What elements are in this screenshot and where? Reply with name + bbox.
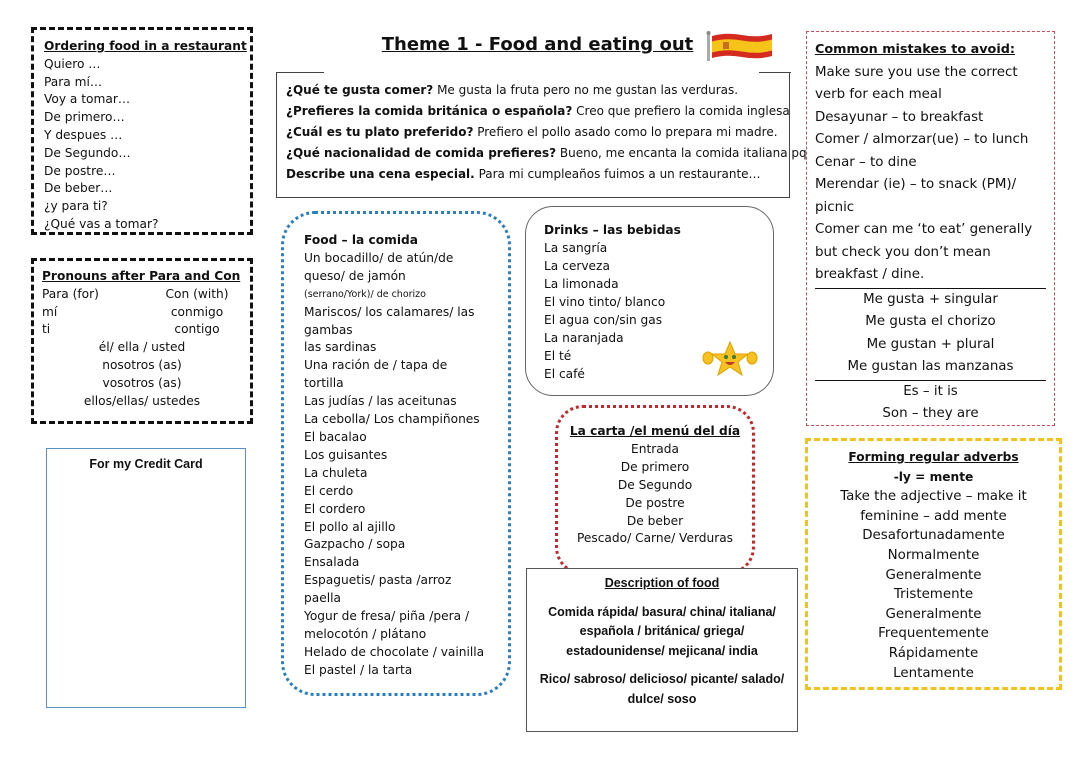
mistake-line: Make sure you use the correct: [815, 64, 1018, 80]
pronouns-heading: Pronouns after Para and Con: [42, 269, 241, 283]
question: Describe una cena especial.: [286, 167, 475, 181]
adverb-example: Frequentemente: [878, 626, 989, 642]
food-item: El pastel / la tarta: [304, 662, 413, 677]
common-mistakes-box: [806, 31, 1055, 426]
drink-item: El té: [544, 349, 572, 363]
mistakes-heading: Common mistakes to avoid:: [815, 42, 1016, 57]
carta-item: De postre: [625, 495, 685, 510]
pronouns-box: [31, 258, 253, 424]
question-row: [286, 101, 789, 122]
thumbs-up-star-icon: [702, 340, 758, 380]
con-pronoun: contigo: [174, 322, 220, 337]
gustar-line: Me gustan + plural: [866, 336, 995, 352]
shared-pronoun: ellos/ellas/ ustedes: [83, 393, 201, 408]
description-line: estadounidense/ mejicana/ india: [566, 643, 758, 658]
rule-suffix: mente: [929, 469, 974, 484]
food-item: La cebolla/ Los champiñones: [304, 412, 480, 427]
carta-item: Entrada: [631, 441, 679, 456]
border-segment: [276, 72, 324, 73]
ordering-item: De postre…: [44, 163, 116, 178]
adverbs-rule: [808, 468, 1059, 488]
food-item: El bacalao: [304, 429, 367, 444]
adverb-example: Generalmente: [885, 567, 982, 583]
description-line: española / británica/ griega/: [579, 624, 745, 638]
ordering-item: Y despues …: [44, 127, 123, 142]
mistake-line: but check you don’t mean: [815, 244, 991, 260]
food-item: gambas: [304, 322, 353, 337]
ordering-item: De primero…: [44, 110, 125, 125]
ser-line: Son – they are: [882, 406, 979, 421]
ordering-item: Voy a tomar…: [44, 92, 131, 107]
ordering-item: Quiero …: [44, 56, 101, 71]
drink-item: La cerveza: [544, 259, 610, 273]
adverbs-heading: Forming regular adverbs: [848, 450, 1019, 464]
food-item: Espaguetis/ pasta /arroz: [304, 573, 452, 588]
question: ¿Qué nacionalidad de comida prefieres?: [286, 146, 557, 160]
drinks-heading: Drinks – las bebidas: [544, 223, 681, 237]
food-item: Los guisantes: [304, 447, 388, 462]
mistake-line: verb for each meal: [815, 87, 942, 102]
description-paragraph: [527, 603, 797, 662]
description-line: dulce/ soso: [627, 691, 697, 706]
description-box: [526, 568, 798, 732]
ser-line: Es – it is: [903, 383, 958, 399]
food-item: melocotón / plátano: [304, 626, 427, 641]
mistake-line: Cenar – to dine: [815, 154, 917, 170]
drink-item: El vino tinto/ blanco: [544, 295, 666, 309]
adverb-example: Tristemente: [893, 587, 974, 603]
adverb-example: Generalmente: [885, 606, 982, 622]
page-title: Theme 1 - Food and eating out: [381, 34, 694, 55]
description-heading: Description of food: [604, 576, 720, 590]
food-item: paella: [304, 591, 341, 606]
para-pronoun: ti: [42, 322, 51, 337]
answer: Para mi cumpleaños fuimos a un restaurante…: [478, 167, 761, 181]
shared-pronoun: nosotros (as): [102, 357, 182, 372]
food-item: Una ración de / tapa de: [304, 358, 448, 373]
description-paragraph: [527, 670, 797, 709]
rule-prefix: -ly =: [893, 469, 930, 484]
food-item: El cordero: [304, 501, 366, 516]
question-row: [286, 122, 789, 143]
adverbs-explanation: Take the adjective – make it: [840, 489, 1027, 505]
food-item: El pollo al ajillo: [304, 519, 396, 534]
credit-heading: For my Credit Card: [89, 457, 203, 471]
carta-item: Pescado/ Carne/ Verduras: [576, 531, 734, 546]
con-header: Con (with): [165, 286, 229, 301]
adverb-example: Normalmente: [887, 547, 980, 563]
food-item: tortilla: [304, 376, 344, 391]
carta-item: De primero: [620, 459, 690, 474]
mistake-line: breakfast / dine.: [815, 267, 925, 282]
food-item: Mariscos/ los calamares/ las: [304, 304, 475, 319]
con-pronoun: conmigo: [170, 304, 224, 319]
pronoun-pair: [42, 321, 242, 339]
credit-card-box: [46, 448, 246, 708]
description-line: Rico/ sabroso/ delicioso/ picante/ salado/: [539, 672, 785, 686]
carta-heading: La carta /el menú del día: [569, 424, 741, 438]
food-item: Yogur de fresa/ piña /pera /: [304, 609, 470, 624]
question-row: [286, 164, 789, 185]
food-item: queso/ de jamón: [304, 268, 406, 283]
food-item: La chuleta: [304, 465, 368, 480]
question: ¿Prefieres la comida británica o española?: [286, 104, 573, 118]
ordering-item: ¿y para ti?: [44, 199, 108, 214]
question-row: [286, 80, 789, 101]
spain-flag-icon: [706, 31, 774, 61]
question: ¿Qué te gusta comer?: [286, 83, 434, 97]
adverb-example: Lentamente: [893, 665, 974, 681]
food-heading: Food – la comida: [304, 233, 418, 247]
adverb-example: Rápidamente: [888, 645, 979, 661]
drink-item: El café: [544, 367, 585, 381]
pronouns-header-row: [42, 286, 242, 304]
food-item: El cerdo: [304, 483, 354, 498]
food-item: (serrano/York)/ de chorizo: [304, 288, 426, 300]
drink-item: La sangría: [544, 241, 608, 255]
answer: Creo que prefiero la comida inglesa: [576, 104, 790, 118]
drink-item: La limonada: [544, 277, 619, 291]
question-row: [286, 143, 807, 164]
ordering-item: Para mí…: [44, 74, 103, 89]
food-item: Helado de chocolate / vainilla: [304, 644, 485, 659]
gustar-line: Me gustan las manzanas: [847, 359, 1014, 374]
mistake-line: Desayunar – to breakfast: [815, 109, 984, 125]
carta-item: De Segundo: [617, 477, 693, 492]
ordering-item: ¿Qué vas a tomar?: [44, 216, 159, 231]
drink-item: La naranjada: [544, 331, 624, 345]
para-header: Para (for): [42, 286, 99, 301]
carta-item: De beber: [626, 513, 684, 528]
food-item: Un bocadillo/ de atún/de: [304, 250, 454, 265]
mistake-line: Comer / almorzar(ue) – to lunch: [815, 132, 1029, 147]
ordering-item: De Segundo…: [44, 145, 131, 160]
ordering-item: De beber…: [44, 181, 113, 196]
shared-pronoun: él/ ella / usted: [98, 340, 186, 355]
border-segment: [759, 72, 791, 73]
mistake-line: Comer can me ‘to eat’ generally: [815, 222, 1033, 237]
carta-box: [555, 405, 755, 575]
answer: Bueno, me encanta la comida italiana pq: [559, 146, 807, 160]
questions-box: [276, 72, 807, 198]
gustar-line: Me gusta + singular: [863, 291, 998, 307]
gustar-line: Me gusta el chorizo: [865, 314, 996, 329]
pronoun-pair: [42, 304, 242, 322]
mistake-line: Merendar (ie) – to snack (PM)/: [815, 177, 1017, 192]
adverb-example: Desafortunadamente: [862, 528, 1005, 544]
answer: Prefiero el pollo asado como lo prepara mi madre.: [477, 125, 778, 139]
food-item: Gazpacho / sopa: [304, 537, 406, 552]
answer: Me gusta la fruta pero no me gustan las verduras.: [437, 83, 739, 97]
food-box: [281, 211, 511, 696]
para-pronoun: mí: [42, 304, 58, 319]
food-item: las sardinas: [304, 340, 377, 355]
drink-item: El agua con/sin gas: [544, 313, 663, 327]
ordering-heading: Ordering food in a restaurant: [44, 39, 247, 53]
question: ¿Cuál es tu plato preferido?: [286, 125, 474, 139]
adverbs-explanation: feminine – add mente: [860, 508, 1007, 524]
shared-pronoun: vosotros (as): [102, 375, 182, 390]
mistake-line: picnic: [815, 199, 855, 215]
ordering-food-box: [31, 27, 253, 235]
adverbs-box: [805, 438, 1062, 690]
food-item: Las judías / las aceitunas: [304, 394, 457, 409]
description-line: Comida rápida/ basura/ china/ italiana/: [548, 604, 776, 619]
food-item: Ensalada: [304, 555, 360, 570]
